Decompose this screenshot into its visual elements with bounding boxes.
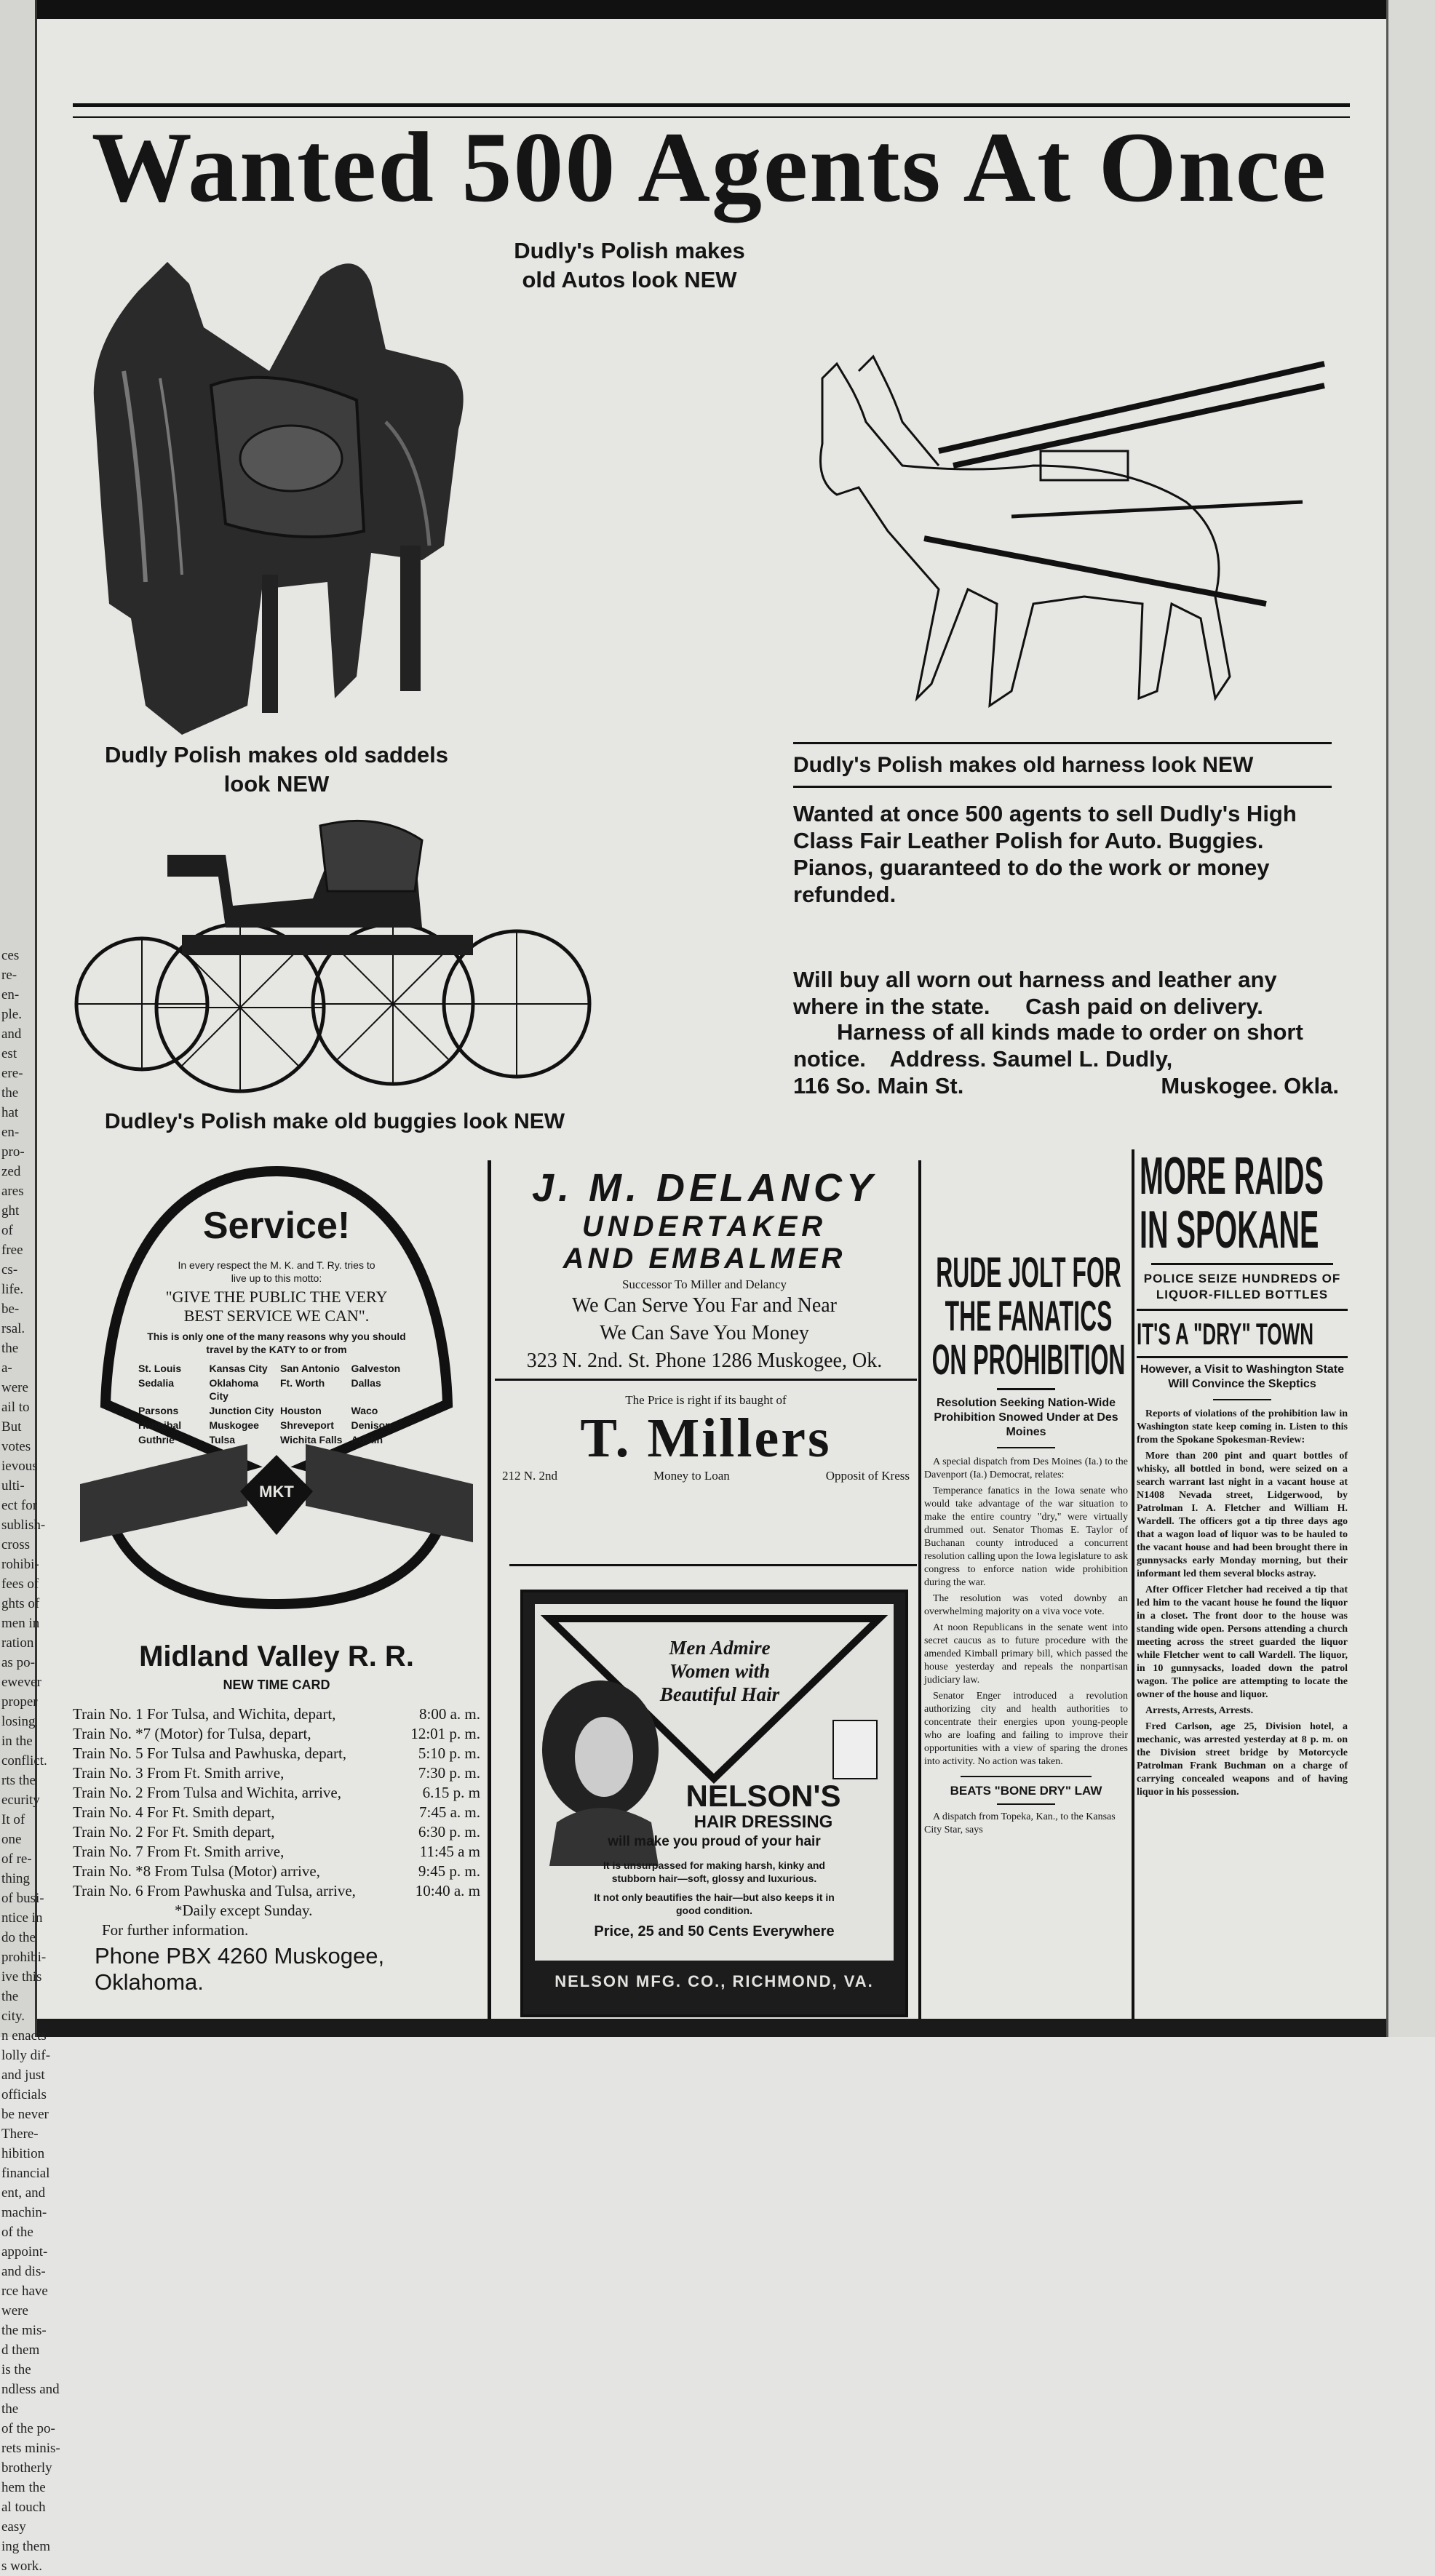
article2-headline-line: IN SPOKANE	[1140, 1201, 1319, 1259]
left-margin-fragment: cross	[1, 1537, 31, 1552]
left-margin-fragment: conflict.	[1, 1753, 47, 1768]
train-description: Train No. 7 From Ft. Smith arrive,	[73, 1843, 285, 1860]
left-margin-fragment: appoint-	[1, 2244, 48, 2260]
train-description: Train No. 2 For Ft. Smith depart,	[73, 1823, 275, 1841]
left-margin-fragment: of busi-	[1, 1891, 44, 1906]
left-margin-fragment: and dis-	[1, 2264, 46, 2279]
left-margin-fragment: hem the	[1, 2480, 46, 2495]
horses-illustration	[793, 356, 1332, 735]
article2-rule-4	[1213, 1399, 1271, 1400]
left-margin-fragment: of re-	[1, 1851, 32, 1867]
agents-wanted-paragraph: Wanted at once 500 agents to sell Dudly's High Class Fair Leather Polish for Auto. Buggies. Pianos, guaranteed to do the work or money refunded.	[793, 801, 1297, 907]
left-margin-fragment: the	[1, 1989, 19, 2004]
left-margin-fragment: losing	[1, 1714, 36, 1729]
train-row	[73, 1842, 480, 1862]
left-margin-fragment: ewever	[1, 1675, 41, 1690]
article1-rule	[997, 1388, 1055, 1390]
left-margin-fragment: lolly dif-	[1, 2048, 51, 2063]
left-margin-fragment: in the	[1, 1734, 33, 1749]
article2-rule-3	[1137, 1356, 1348, 1358]
train-time: 8:00 a. m.	[419, 1705, 480, 1723]
katy-city: Tulsa	[209, 1434, 236, 1445]
katy-city: Waco	[351, 1405, 378, 1416]
delancy-name: J. M. DELANCY	[531, 1166, 878, 1210]
buggy-illustration	[73, 811, 597, 1109]
katy-service-ad	[73, 1164, 480, 1611]
left-margin-fragment: one	[1, 1832, 22, 1847]
left-margin-fragment: pro-	[1, 1144, 25, 1160]
train-row	[73, 1822, 480, 1842]
katy-city: Ft. Worth	[280, 1377, 325, 1389]
harness-caption: Dudly's Polish makes old harness look NEW	[793, 753, 1254, 777]
left-margin-fragment: votes	[1, 1439, 31, 1454]
harness-caption-top-rule	[793, 742, 1332, 744]
left-margin-fragment: the mis-	[1, 2323, 47, 2338]
left-margin-fragment: ple.	[1, 1007, 22, 1022]
train-description: Train No. 6 From Pawhuska and Tulsa, arrive,	[73, 1882, 356, 1899]
left-margin-fragment: hibition	[1, 2146, 45, 2161]
katy-reasons: This is only one of the many reasons why you should travel by the KATY to or from	[147, 1331, 406, 1355]
left-margin-fragment: sublish-	[1, 1518, 46, 1533]
katy-city: Kansas City	[209, 1363, 268, 1374]
delancy-line1: UNDERTAKER	[581, 1211, 827, 1243]
left-margin-fragment: the	[1, 1085, 19, 1101]
left-margin-fragment: prohibi-	[1, 1950, 47, 1965]
left-margin-fragment: ect for	[1, 1498, 38, 1513]
katy-city: St. Louis	[138, 1363, 182, 1374]
left-margin-fragment: be never	[1, 2107, 49, 2122]
katy-logo: MKT	[259, 1483, 294, 1501]
millers-top: The Price is right if its baught of	[625, 1393, 787, 1407]
train-description: Train No. 1 For Tulsa, and Wichita, depart,	[73, 1705, 336, 1723]
delancy-serve: We Can Serve You Far and Near	[572, 1294, 837, 1317]
saddle-caption: Dudly Polish makes old saddels look NEW	[104, 742, 449, 797]
left-margin-column	[0, 0, 60, 2574]
left-margin-fragment: hat	[1, 1105, 19, 1120]
katy-city: Dallas	[351, 1377, 381, 1389]
katy-intro: In every respect the M. K. and T. Ry. tries to live up to this motto:	[178, 1259, 375, 1284]
midland-valley-ad	[73, 1640, 480, 1995]
left-margin-fragment: is the	[1, 2362, 31, 2377]
midland-title: Midland Valley R. R.	[139, 1640, 414, 1672]
article2-paragraph: Reports of violations of the prohibition law in Washington state keep coming in. Listen to this from the Spokane Spokesman-Review:	[1137, 1408, 1348, 1445]
train-time: 10:40 a. m	[415, 1882, 480, 1899]
nelson-banner: Men Admire Women with Beautiful Hair	[659, 1637, 780, 1705]
left-margin-fragment: free	[1, 1243, 23, 1258]
delancy-ad	[493, 1165, 916, 1372]
delancy-bottom-rule	[495, 1379, 917, 1381]
train-description: Train No. *7 (Motor) for Tulsa, depart,	[73, 1725, 311, 1742]
nelson-price: Price, 25 and 50 Cents Everywhere	[594, 1923, 835, 1939]
article2-headline	[1137, 1149, 1348, 1257]
train-row	[73, 1763, 480, 1783]
bottom-dark-border	[0, 2019, 1433, 2037]
midland-subtitle: NEW TIME CARD	[223, 1678, 330, 1692]
article-spokane	[1137, 1149, 1348, 2015]
katy-city: Muskogee	[209, 1419, 259, 1431]
article1-headline-line: RUDE JOLT FOR	[936, 1249, 1121, 1296]
left-margin-fragment: al touch	[1, 2500, 46, 2515]
harness-caption-bottom-rule	[793, 786, 1332, 788]
left-margin-fragment: life.	[1, 1282, 24, 1297]
katy-city: Hannibal	[138, 1419, 182, 1431]
delancy-successor: Successor To Miller and Delancy	[621, 1277, 787, 1291]
left-margin-fragment: machin-	[1, 2205, 47, 2220]
train-schedule	[73, 1704, 480, 1901]
katy-city: Shreveport	[280, 1419, 334, 1431]
left-margin-fragment: en-	[1, 1125, 20, 1140]
left-margin-fragment: ing them	[1, 2539, 51, 2554]
train-time: 9:45 p. m.	[418, 1862, 480, 1880]
left-margin-fragment: s work.	[1, 2559, 42, 2574]
left-margin-fragment: a-	[1, 1360, 12, 1376]
millers-ad	[502, 1393, 910, 1495]
train-row	[73, 1862, 480, 1881]
address-city: Muskogee. Okla.	[1161, 1073, 1339, 1098]
left-margin-fragment: ive this	[1, 1969, 42, 1985]
autos-caption: Dudly's Polish makes old Autos look NEW	[514, 238, 745, 292]
column-rule-2	[918, 1160, 921, 2019]
article2-deck: POLICE SEIZE HUNDREDS OF LIQUOR-FILLED BOTTLES	[1143, 1272, 1341, 1301]
article2-paragraph: Fred Carlson, age 25, Division hotel, a mechanic, was arrested yesterday at 8 p. m. on the Division street bridge by Motorcycle Patrolman Frank Buchman on a charge of carrying concealed weapons and of having liquor in his possession.	[1137, 1721, 1348, 1798]
katy-title: Service!	[202, 1205, 351, 1247]
left-margin-fragment: the	[1, 1341, 19, 1356]
left-margin-fragment: cs-	[1, 1262, 18, 1277]
millers-bottom-rule	[509, 1564, 917, 1566]
train-time: 6.15 p. m	[422, 1784, 480, 1801]
train-time: 11:45 a m	[419, 1843, 480, 1860]
cash-paid-text: Cash paid on delivery.	[1025, 994, 1263, 1019]
katy-city: Austin	[351, 1434, 383, 1445]
midland-phone: Phone PBX 4260 Muskogee, Oklahoma.	[95, 1943, 385, 1995]
left-margin-fragment: rets minis-	[1, 2441, 60, 2456]
nelson-text2: It not only beautifies the hair—but also keeps it in good condition.	[594, 1891, 835, 1916]
left-margin-fragment: as po-	[1, 1655, 35, 1670]
train-row	[73, 1724, 480, 1744]
left-margin-fragment: ecurity	[1, 1793, 40, 1808]
top-rule	[73, 103, 1350, 107]
article2-body	[1137, 1408, 1348, 1799]
right-margin-edge	[1386, 0, 1435, 2037]
left-margin-fragment: be-	[1, 1301, 20, 1317]
further-info: For further information.	[102, 1921, 249, 1939]
left-margin-fragment: ulti-	[1, 1478, 25, 1494]
nelson-maker: NELSON MFG. CO., RICHMOND, VA.	[554, 1972, 874, 1990]
article1-subhead: BEATS "BONE DRY" LAW	[950, 1784, 1102, 1798]
article1-paragraph: The resolution was voted downby an overwhelming majority on a viva voce vote.	[924, 1593, 1128, 1617]
left-margin-fragment: financial	[1, 2166, 50, 2181]
nelson-text1: It is unsurpassed for making harsh, kinky and stubborn hair—soft, glossy and luxurious.	[603, 1859, 825, 1884]
left-margin-fragment: proper	[1, 1694, 38, 1710]
left-margin-fragment: ntice in	[1, 1910, 43, 1926]
article1-body	[924, 1456, 1128, 1768]
train-time: 12:01 p. m.	[410, 1725, 480, 1742]
train-row	[73, 1803, 480, 1822]
train-description: Train No. 3 From Ft. Smith arrive,	[73, 1764, 285, 1782]
millers-name: T. Millers	[580, 1408, 832, 1469]
article1-rule-3	[961, 1776, 1092, 1777]
katy-city: Galveston	[351, 1363, 401, 1374]
address-line	[793, 1072, 1339, 1099]
column-rule-3	[1132, 1149, 1134, 2019]
katy-city: Wichita Falls	[280, 1434, 343, 1445]
katy-motto: "GIVE THE PUBLIC THE VERY BEST SERVICE WE CAN".	[165, 1288, 388, 1325]
article1-subtext: A dispatch from Topeka, Kan., to the Kansas City Star, says	[924, 1811, 1116, 1835]
train-row	[73, 1704, 480, 1724]
left-margin-fragment: ail to	[1, 1400, 30, 1415]
column-rule-1	[488, 1160, 491, 2019]
katy-city: Junction City	[209, 1405, 274, 1416]
buggy-caption: Dudley's Polish make old buggies look NEW	[104, 1109, 565, 1133]
train-description: Train No. 2 From Tulsa and Wichita, arrive,	[73, 1784, 341, 1801]
left-margin-fragment: en-	[1, 987, 20, 1002]
article1-deck: Resolution Seeking Nation-Wide Prohibition Snowed Under at Des Moines	[934, 1397, 1118, 1438]
article2-headline-line: MORE RAIDS	[1140, 1147, 1324, 1205]
top-dark-border	[0, 0, 1433, 19]
left-margin-fragment: rsal.	[1, 1321, 25, 1336]
left-margin-fragment: officials	[1, 2087, 47, 2102]
left-margin-fragment: rohibi-	[1, 1557, 39, 1572]
train-row	[73, 1744, 480, 1763]
article1-rule-4	[997, 1803, 1055, 1805]
article1-headline	[924, 1251, 1128, 1382]
article2-paragraph: After Officer Fletcher had received a tip that led him to the vacant house he found the liquor in a closet. The front door to the house was standing wide open. Persons attending a church meeting across the street guarded the liquor while Fletcher went to call Wardell. The liquor, in 10 gunnysacks, loaded down the patrol wagon. The police are attempting to locate the owner of the house and liquor.	[1137, 1584, 1348, 1700]
left-margin-fragment: There-	[1, 2126, 39, 2142]
left-margin-fragment: rce have	[1, 2284, 48, 2299]
katy-city: Oklahoma City	[209, 1377, 259, 1402]
left-margin-fragment: But	[1, 1419, 22, 1435]
left-margin-fragment: and	[1, 1026, 22, 1042]
harness-order-text: Harness of all kinds made to order on short notice.	[793, 1019, 1303, 1072]
article-prohibition	[924, 1251, 1128, 2015]
harness-order-paragraph	[793, 1018, 1339, 1072]
left-margin-fragment: ration	[1, 1635, 34, 1651]
millers-address: 212 N. 2nd	[502, 1469, 558, 1483]
nelson-tagline: will make you proud of your hair	[608, 1834, 821, 1849]
katy-city-list	[138, 1362, 422, 1446]
left-margin-fragment: brotherly	[1, 2460, 52, 2476]
article1-paragraph: Temperance fanatics in the Iowa senate who would take advantage of the war situation to make the entire country "dry," were virtually drummed out. Senator Thomas E. Taylor of Buchanan county introduced a concurrent resolution calling upon the Iowa legislature to ask congress to enforce nation wide prohibition during the war.	[924, 1486, 1128, 1588]
katy-city: Denison	[351, 1419, 391, 1431]
train-row	[73, 1783, 480, 1803]
left-margin-fragment: d them	[1, 2342, 40, 2358]
left-margin-fragment: ght	[1, 1203, 20, 1219]
left-margin-fragment: the	[1, 2401, 19, 2417]
address-street: 116 So. Main St.	[793, 1073, 964, 1098]
left-margin-fragment: ares	[1, 1184, 24, 1199]
delancy-address: 323 N. 2nd. St. Phone 1286 Muskogee, Ok.	[526, 1349, 883, 1372]
left-margin-fragment: rts the	[1, 1773, 36, 1788]
article2-rule-2	[1137, 1309, 1348, 1311]
left-margin-fragment: were	[1, 1380, 28, 1395]
left-margin-fragment: n enacts	[1, 2028, 47, 2043]
left-margin-fragment: re-	[1, 968, 17, 983]
left-margin-fragment: of	[1, 1223, 13, 1238]
train-time: 5:10 p. m.	[418, 1744, 480, 1762]
nelson-name: NELSON'S	[685, 1779, 841, 1813]
left-margin-fragment: fees of	[1, 1576, 39, 1592]
nelson-ad	[520, 1590, 908, 2017]
address-name: Address. Saumel L. Dudly,	[889, 1046, 1173, 1072]
left-margin-fragment: ces	[1, 948, 20, 963]
train-row	[73, 1881, 480, 1901]
katy-city: Guthrie	[138, 1434, 175, 1445]
main-headline: Wanted 500 Agents At Once	[91, 111, 1328, 223]
saddle-illustration	[80, 240, 473, 735]
millers-loan: Money to Loan	[653, 1469, 730, 1483]
train-description: Train No. *8 From Tulsa (Motor) arrive,	[73, 1862, 320, 1880]
left-margin-fragment: thing	[1, 1871, 31, 1886]
delancy-line2: AND EMBALMER	[563, 1243, 846, 1275]
katy-city: Houston	[280, 1405, 322, 1416]
katy-city: Parsons	[138, 1405, 179, 1416]
left-margin-fragment: easy	[1, 2519, 26, 2535]
left-margin-fragment: ievous	[1, 1459, 38, 1474]
left-margin-fragment: est	[1, 1046, 17, 1061]
article1-headline-line: ON PROHIBITION	[931, 1336, 1126, 1384]
article1-headline-line: THE FANATICS	[945, 1293, 1113, 1340]
train-time: 7:30 p. m.	[418, 1764, 480, 1782]
left-margin-fragment: and just	[1, 2067, 45, 2083]
article2-paragraph: Arrests, Arrests, Arrests.	[1145, 1705, 1254, 1716]
left-margin-fragment: of the po-	[1, 2421, 55, 2436]
left-margin-fragment: ere-	[1, 1066, 23, 1081]
left-margin-fragment: ent, and	[1, 2185, 46, 2201]
article1-paragraph: A special dispatch from Des Moines (Ia.) to the Davenport (Ia.) Democrat, relates:	[924, 1456, 1128, 1480]
left-margin-fragment: of the	[1, 2225, 33, 2240]
millers-location: Opposit of Kress	[825, 1469, 910, 1483]
train-time: 7:45 a. m.	[419, 1803, 480, 1821]
left-margin-fragment: ndless and	[1, 2382, 60, 2397]
daily-note: *Daily except Sunday.	[175, 1902, 313, 1919]
article2-headline2: IT'S A "DRY" TOWN	[1137, 1317, 1314, 1351]
left-margin-fragment: were	[1, 2303, 28, 2318]
article2-rule	[1151, 1263, 1333, 1265]
left-margin-fragment: men in	[1, 1616, 40, 1631]
left-margin-fragment: ghts of	[1, 1596, 40, 1611]
article1-rule-2	[997, 1447, 1055, 1448]
left-margin-fragment: city.	[1, 2009, 25, 2024]
left-margin-fragment: zed	[1, 1164, 21, 1179]
katy-city: Sedalia	[138, 1377, 175, 1389]
article2-paragraph: More than 200 pint and quart bottles of whisky, all bottled in bond, were seized on a search warrant last night in a vacant house at N1408 Nevada street, Lidgerwood, by Patrolman I. A. Fletcher and William H. Wardell. The officers got a tip three days ago that a wagon load of liquor was to be hauled to the vacant house and had been brought there in gunnysacks early Monday morning, but their informant led them several blocks astray.	[1137, 1451, 1348, 1579]
katy-city: San Antonio	[280, 1363, 340, 1374]
article1-paragraph: Senator Enger introduced a revolution authorizing city and health authorities to concentrate their energies upon young-people who are loafing and failing to improve their opportunities with a view of sparing the drones into activity. No action was taken.	[924, 1691, 1128, 1767]
left-margin-fragment: It of	[1, 1812, 25, 1827]
article2-deck2: However, a Visit to Washington State Will Convince the Skeptics	[1140, 1363, 1345, 1390]
left-margin-fragment: do the	[1, 1930, 36, 1945]
article1-paragraph: At noon Republicans in the senate went into secret caucus as to future procedure with the amended Kimball primary bill, which passed the house yesterday and repeals the nonpartisan judiciary law.	[924, 1622, 1128, 1686]
train-description: Train No. 5 For Tulsa and Pawhuska, depart,	[73, 1744, 347, 1762]
delancy-save: We Can Save You Money	[600, 1322, 809, 1344]
train-description: Train No. 4 For Ft. Smith depart,	[73, 1803, 275, 1821]
train-time: 6:30 p. m.	[418, 1823, 480, 1841]
buy-harness-paragraph	[793, 966, 1339, 1020]
buy-harness-text: Will buy all worn out harness and leather any where in the state.	[793, 967, 1277, 1019]
nelson-product: HAIR DRESSING	[693, 1812, 833, 1832]
